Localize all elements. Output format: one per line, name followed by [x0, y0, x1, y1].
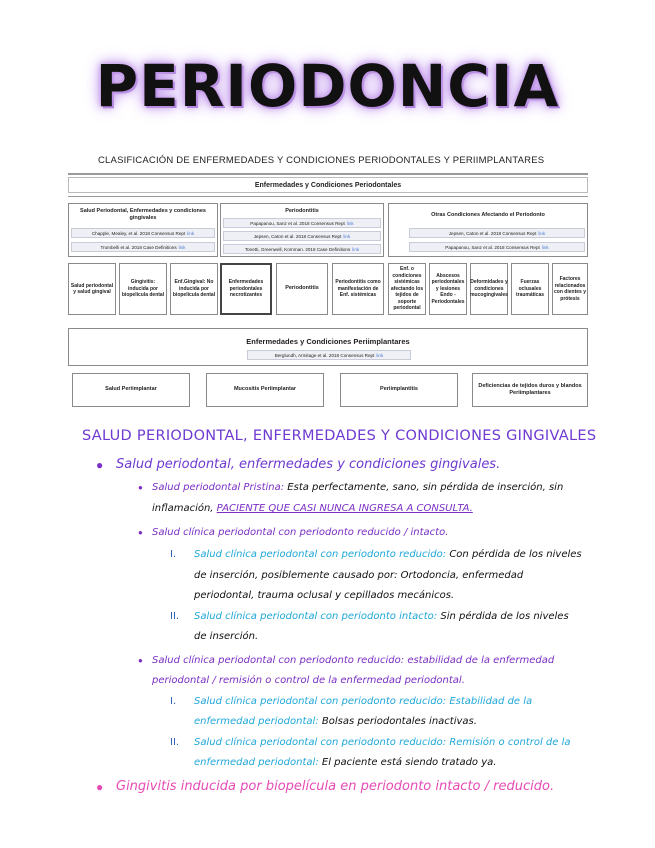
list-item-continued: periodontal, trauma oclusal y cepillados mecánicos. [194, 590, 455, 601]
list-item: Gingivitis inducida por biopelícula en periodonto intacto / reducido. [116, 779, 555, 794]
group-health-title: Salud Periodontal, Enfermedades y condiciones gingivales [80, 208, 206, 222]
reference-link[interactable]: Jepsen, Caton et al. 2018 Consensus Rept link [223, 231, 381, 241]
classification-diagram [68, 145, 593, 420]
category-box: Factores relacionados con dientes y prótesis [552, 263, 588, 315]
implant-box: Mucositis Periimplantar [206, 373, 324, 407]
list-item: Salud clínica periodontal con periodonto reducido: Remisión o control de la [194, 737, 571, 748]
group-periodontitis [220, 203, 384, 257]
implant-box: Deficiencias de tejidos duros y blandos Periimplantares [472, 373, 588, 407]
category-box: Deformidades y condiciones mucogingivales [470, 263, 508, 315]
page-title: PERIODONCIA [95, 52, 560, 120]
list-item-continued: periodontal / remisión o control de la enfermedad periodontal. [152, 675, 465, 686]
category-box: Abscesos periodontales y lesiones Endo - Periodontales [429, 263, 467, 315]
category-box: Salud periodontal y salud gingival [68, 263, 116, 315]
diagram-title: CLASIFICACIÓN DE ENFERMEDADES Y CONDICIONES PERIODONTALES Y PERIIMPLANTARES [98, 155, 545, 166]
list-item: Salud periodontal, enfermedades y condiciones gingivales. [116, 457, 501, 472]
list-item: Salud periodontal Pristina: Esta perfectamente, sano, sin pérdida de inserción, sin [152, 482, 564, 493]
group-periodontitis-title: Periodontitis [285, 208, 319, 214]
bullet-icon: ● [138, 656, 143, 665]
reference-link[interactable]: Chapple, Mealey, et al. 2018 Consensus Rept link [71, 228, 215, 238]
category-box: Gingivitis: inducida por biopelícula dental [119, 263, 167, 315]
implant-header-box [68, 328, 588, 366]
section-heading: SALUD PERIODONTAL, ENFERMEDADES Y CONDICIONES GINGIVALES [82, 428, 597, 444]
roman-numeral: II. [170, 737, 180, 748]
perio-header: Enfermedades y Condiciones Periodontales [68, 177, 588, 193]
roman-numeral: I. [170, 696, 177, 707]
list-item-continued: enfermedad periodontal: El paciente está siendo tratado ya. [194, 757, 497, 768]
reference-link[interactable]: Berglundh, Armitage et al. 2018 Consensus Rept link [247, 350, 411, 360]
implant-box: Salud Periimplantar [72, 373, 190, 407]
bullet-icon: ● [138, 528, 143, 537]
reference-link[interactable]: Papapanou, Sanz et al. 2018 Consensus Rept link [409, 242, 585, 252]
reference-link[interactable]: Papapanou, Sanz et al. 2018 Consensus Rept link [223, 218, 381, 228]
category-box: Enf.Gingival: No inducida por biopelícula dental [170, 263, 218, 315]
list-item: Salud clínica periodontal con periodonto reducido: estabilidad de la enfermedad [152, 655, 555, 666]
category-box: Periodontitis [276, 263, 328, 315]
category-box: Enf. o condiciones sistémicas afectando los tejidos de soporte periodontal [388, 263, 426, 315]
list-item: Salud clínica periodontal con periodonto reducido / intacto. [152, 527, 449, 538]
divider [68, 196, 588, 197]
reference-link[interactable]: Jepsen, Caton et al. 2018 Consensus Rept link [409, 228, 585, 238]
list-item: Salud clínica periodontal con periodonto reducido: Con pérdida de los niveles [194, 549, 582, 560]
bullet-icon: ● [138, 483, 143, 492]
category-box: Fuerzas oclusales traumáticas [511, 263, 549, 315]
list-item-continued: de inserción, posiblemente causado por: Ortodoncia, enfermedad [194, 570, 524, 581]
list-item: Salud clínica periodontal con periodonto reducido: Estabilidad de la [194, 696, 533, 707]
roman-numeral: I. [170, 549, 177, 560]
category-box: Periodontitis como manifestación de Enf. sistémicas [332, 263, 384, 315]
group-health [68, 203, 218, 257]
roman-numeral: II. [170, 611, 180, 622]
implant-header: Enfermedades y Condiciones Periimplantares [246, 337, 410, 346]
list-item-continued: enfermedad periodontal: Bolsas periodontales inactivas. [194, 716, 477, 727]
reference-link[interactable]: Tonetti, Greenwell, Kornman. 2018 Case Definitions link [223, 244, 381, 254]
group-other-conditions [388, 203, 588, 257]
category-box: Enfermedades periodontales necrotizantes [220, 263, 272, 315]
reference-link[interactable]: Trombelli et al. 2018 Case Definitions link [71, 242, 215, 252]
group-other-title: Otras Condiciones Afectando el Periodonto [431, 212, 545, 218]
divider [68, 173, 588, 175]
bullet-icon: ● [96, 780, 104, 794]
list-item: Salud clínica periodontal con periodonto intacto: Sin pérdida de los niveles [194, 611, 569, 622]
bullet-icon: ● [96, 458, 104, 472]
list-item-continued: inflamación, PACIENTE QUE CASI NUNCA INGRESA A CONSULTA. [152, 503, 473, 514]
list-item-continued: de inserción. [194, 631, 259, 642]
implant-box: Periimplantitis [340, 373, 458, 407]
